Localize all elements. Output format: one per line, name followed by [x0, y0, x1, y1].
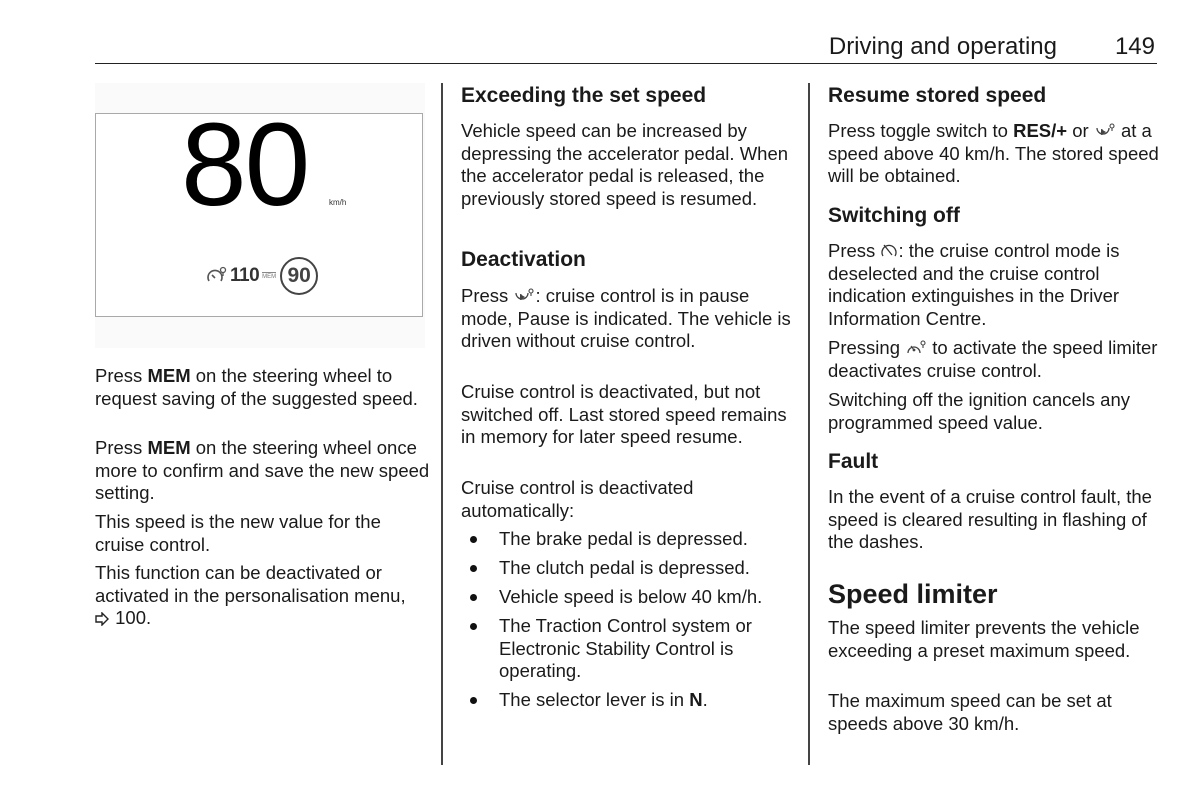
suggested-speed: 90 — [287, 264, 311, 287]
text: at a speed above 40 km/h. The stored speed will be obtained. — [828, 120, 1159, 186]
paragraph-mem-request — [95, 365, 430, 410]
text: to activate the speed limiter deactivates cruise control. — [828, 337, 1158, 381]
text: Press — [828, 240, 881, 261]
list-item: The Traction Control system or Electronic Stability Control is operating. — [461, 615, 801, 683]
paragraph-mem-confirm — [95, 437, 430, 505]
text: Press — [95, 365, 148, 386]
deactivation-conditions-list — [461, 528, 801, 718]
mem-keyword: MEM — [147, 437, 191, 458]
paragraph-max-speed: The maximum speed can be set at speeds above 30 km/h. — [828, 690, 1112, 734]
heading-resume: Resume stored speed — [828, 84, 1047, 107]
heading-fault: Fault — [828, 450, 879, 473]
cruise-status-row — [206, 256, 318, 296]
text: Press — [461, 285, 514, 306]
page-number: 149 — [1114, 33, 1155, 60]
paragraph-new-value: This speed is the new value for the cruise control. — [95, 511, 381, 555]
cruise-resume-icon — [1094, 123, 1116, 139]
list-item: Vehicle speed is below 40 km/h. — [461, 586, 801, 609]
mem-keyword: MEM — [147, 365, 191, 386]
paragraph-ignition: Switching off the ignition cancels any programmed speed value. — [828, 389, 1131, 433]
speed-limiter-icon — [905, 340, 927, 356]
arrow-reference-icon[interactable] — [95, 612, 110, 626]
paragraph-exceeding: Vehicle speed can be increased by depressing the accelerator pedal. When the accelerator pedal is released, the previously stored speed is resumed. — [461, 120, 789, 209]
column-divider — [441, 83, 443, 765]
selector-n-keyword: N — [689, 689, 703, 710]
page-reference-link[interactable]: 100. — [115, 607, 152, 628]
heading-exceeding: Exceeding the set speed — [461, 84, 707, 107]
mem-label: MEM — [262, 273, 277, 280]
speed-limiter-icon — [206, 266, 228, 286]
paragraph-personalisation — [95, 562, 420, 630]
speed-sign-icon — [280, 257, 318, 295]
section-title: Driving and operating — [828, 33, 1057, 60]
paragraph-speed-limiter: The speed limiter prevents the vehicle exceeding a preset maximum speed. — [828, 617, 1140, 661]
res-keyword: RES/+ — [1013, 120, 1068, 141]
paragraph-fault: In the event of a cruise control fault, the speed is cleared resulting in flashing of the dashes. — [828, 486, 1152, 552]
set-speed-value: 110 — [230, 265, 260, 286]
paragraph-pause — [461, 285, 796, 353]
paragraph-resume — [828, 120, 1168, 188]
text: Press — [95, 437, 148, 458]
paragraph-auto-deactivated: Cruise control is deactivated automatically: — [461, 477, 694, 521]
text: or — [1067, 120, 1094, 141]
column-divider — [808, 83, 810, 765]
cruise-pause-icon — [513, 288, 535, 304]
list-item: The clutch pedal is depressed. — [461, 557, 801, 580]
text: on the steering wheel to request saving of the suggested speed. — [95, 365, 418, 409]
page-header — [95, 30, 1157, 64]
paragraph-limiter-deactivates — [828, 337, 1168, 382]
text: : the cruise control mode is deselected and the cruise control indication extinguishes in the Driver Information Centre. — [828, 240, 1120, 329]
list-item: The brake pedal is depressed. — [461, 528, 801, 551]
instrument-display-figure — [95, 99, 423, 317]
speed-unit: km/h — [329, 198, 347, 207]
heading-speed-limiter: Speed limiter — [828, 579, 998, 609]
text: Pressing — [828, 337, 906, 358]
mem-indicator — [262, 272, 276, 281]
paragraph-not-switched-off: Cruise control is deactivated, but not switched off. Last stored speed remains in memory for later speed resume. — [461, 381, 787, 447]
text: on the steering wheel once more to confirm and save the new speed setting. — [95, 437, 430, 503]
heading-switching-off: Switching off — [828, 204, 960, 227]
paragraph-switch-off — [828, 240, 1168, 330]
text: : cruise control is in pause mode, Pause is indicated. The vehicle is driven without cruise control. — [461, 285, 791, 351]
text: . — [702, 689, 708, 710]
text: This function can be deactivated or activated in the personalisation menu, — [95, 562, 406, 606]
cruise-off-icon — [880, 243, 898, 259]
text: The selector lever is in — [499, 689, 690, 710]
list-item — [461, 689, 801, 712]
current-speed: 80 — [181, 99, 309, 231]
heading-deactivation: Deactivation — [461, 248, 586, 271]
text: Press toggle switch to — [828, 120, 1014, 141]
